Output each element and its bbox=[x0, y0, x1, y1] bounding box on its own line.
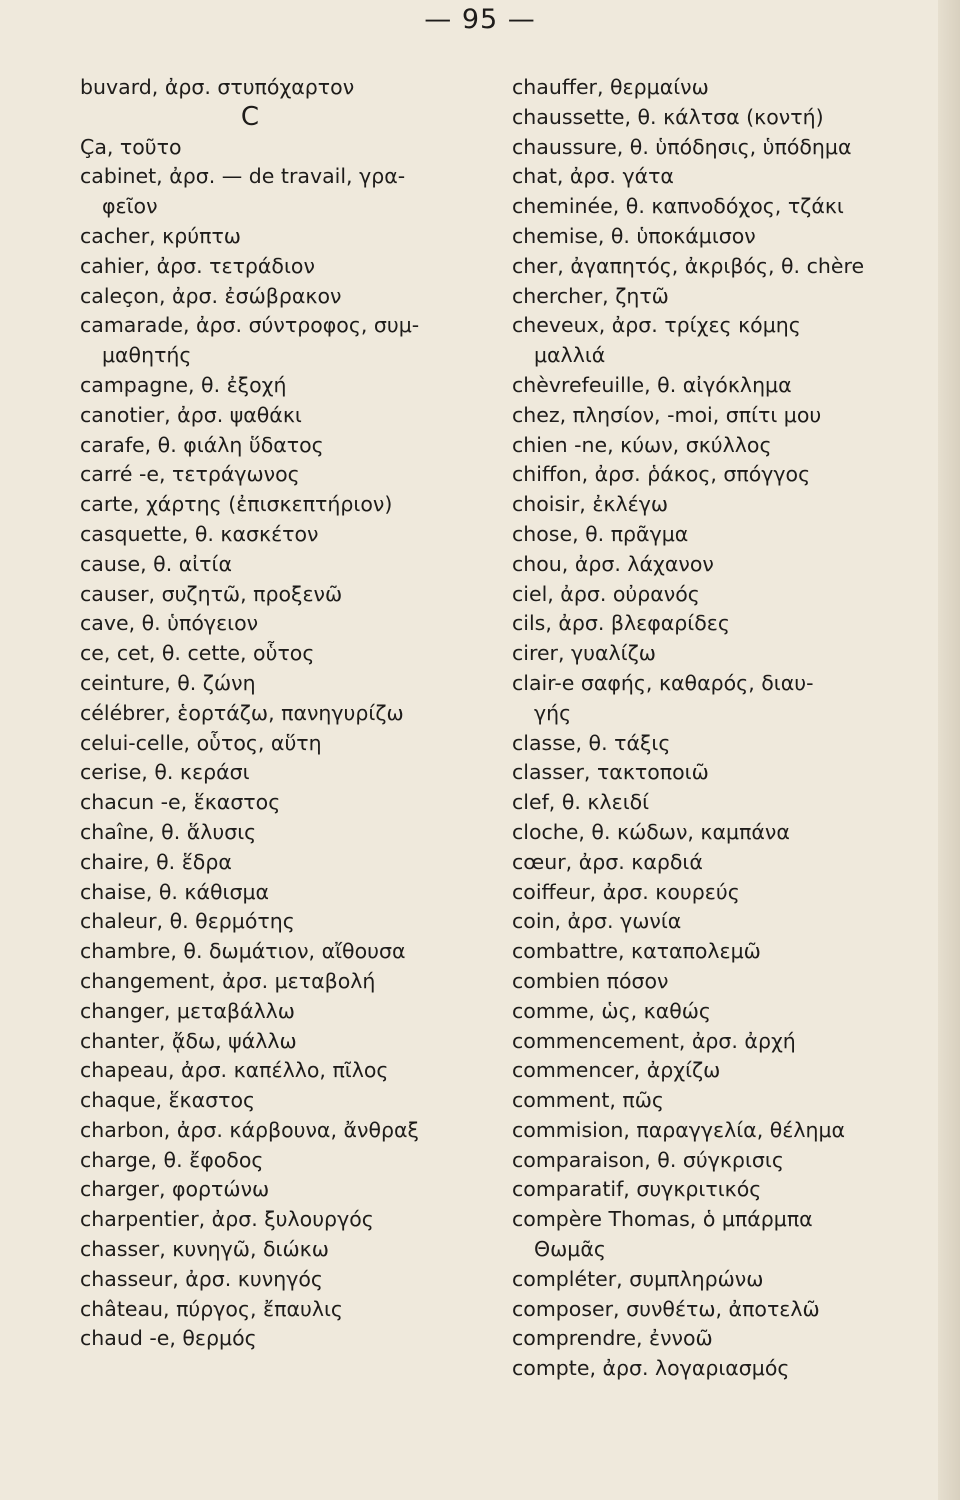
entry-continuation: μαθητής bbox=[102, 343, 192, 368]
page-number: — 95 — bbox=[424, 4, 536, 35]
entry: chasseur, ἀρσ. κυνηγός bbox=[80, 1266, 323, 1291]
entry: chaussure, θ. ὑπόδησις, ὑπόδημα bbox=[512, 134, 852, 159]
entry: cerise, θ. κεράσι bbox=[80, 760, 250, 785]
entry: choisir, ἐκλέγω bbox=[512, 492, 669, 517]
entry: charbon, ἀρσ. κάρβουνα, ἄνθραξ bbox=[80, 1117, 419, 1142]
entry: chat, ἀρσ. γάτα bbox=[512, 164, 674, 189]
entry: carré -e, τετράγωνος bbox=[80, 462, 300, 487]
entry: comparatif, συγκριτικός bbox=[512, 1177, 762, 1202]
entry: coiffeur, ἀρσ. κουρεύς bbox=[512, 879, 740, 904]
entry: chaîne, θ. ἅλυσις bbox=[80, 819, 257, 844]
entry: chaussette, θ. κάλτσα (κοντή) bbox=[512, 104, 824, 129]
entry: chez, πλησίον, -moi, σπίτι μου bbox=[512, 402, 822, 427]
entry: chose, θ. πρᾶγμα bbox=[512, 521, 689, 546]
entry: chanter, ᾄδω, ψάλλω bbox=[80, 1028, 297, 1053]
entry: chaque, ἕκαστος bbox=[80, 1088, 256, 1113]
entry: chemise, θ. ὑποκάμισον bbox=[512, 223, 756, 248]
entry: cher, ἀγαπητός, ἀκριβός, θ. chère bbox=[512, 253, 865, 278]
entry-continuation: μαλλιά bbox=[534, 343, 606, 368]
entry: charpentier, ἀρσ. ξυλουργός bbox=[80, 1207, 374, 1232]
entry: clair-e σαφής, καθαρός, διαυ- bbox=[512, 670, 814, 695]
entry: commencement, ἀρσ. ἀρχή bbox=[512, 1028, 796, 1053]
entry: casquette, θ. κασκέτον bbox=[80, 521, 319, 546]
entry: camarade, ἀρσ. σύντροφος, συμ- bbox=[80, 313, 420, 338]
entry: celui-celle, οὗτος, αὕτη bbox=[80, 730, 322, 755]
entry: campagne, θ. ἐξοχή bbox=[80, 372, 287, 397]
entry: chien -ne, κύων, σκύλλος bbox=[512, 432, 772, 457]
entry: chou, ἀρσ. λάχανον bbox=[512, 551, 714, 576]
entry: chaud -e, θερμός bbox=[80, 1326, 257, 1351]
entry: changement, ἀρσ. μεταβολή bbox=[80, 968, 376, 993]
entry: classer, τακτοποιῶ bbox=[512, 760, 709, 785]
entry: cause, θ. αἰτία bbox=[80, 551, 232, 576]
entry: chaire, θ. ἕδρα bbox=[80, 849, 232, 874]
entry: chauffer, θερμαίνω bbox=[512, 75, 709, 99]
letter-heading: C bbox=[240, 101, 260, 132]
entry: château, πύργος, ἔπαυλις bbox=[80, 1296, 343, 1321]
entry: compléter, συμπληρώνω bbox=[512, 1266, 764, 1291]
entry: chèvrefeuille, θ. αἰγόκλημα bbox=[512, 372, 792, 397]
entry: cirer, γυαλίζω bbox=[512, 641, 656, 666]
entry: charger, φορτώνω bbox=[80, 1177, 270, 1202]
entry: coin, ἀρσ. γωνία bbox=[512, 909, 682, 934]
entry: comme, ὡς, καθώς bbox=[512, 998, 711, 1023]
entry: combattre, καταπολεμῶ bbox=[512, 939, 761, 964]
entry: chiffon, ἀρσ. ῥάκος, σπόγγος bbox=[512, 462, 811, 487]
right-column bbox=[512, 73, 922, 1384]
entry: caleçon, ἀρσ. ἐσώβρακον bbox=[80, 283, 342, 308]
entry: comprendre, ἐννοῶ bbox=[512, 1326, 713, 1351]
entry: composer, συνθέτω, ἀποτελῶ bbox=[512, 1296, 820, 1321]
entry: causer, συζητῶ, προξενῶ bbox=[80, 581, 343, 606]
entry: compte, ἀρσ. λογαριασμός bbox=[512, 1356, 790, 1381]
entry: chaise, θ. κάθισμα bbox=[80, 879, 270, 904]
entry: comment, πῶς bbox=[512, 1088, 664, 1113]
entry: ciel, ἀρσ. οὐρανός bbox=[512, 581, 700, 606]
entry: cave, θ. ὑπόγειον bbox=[80, 611, 259, 636]
entry: chasser, κυνηγῶ, διώκω bbox=[80, 1237, 329, 1262]
entry: cils, ἀρσ. βλεφαρίδες bbox=[512, 611, 730, 636]
entry: chercher, ζητῶ bbox=[512, 283, 669, 308]
entry: cheveux, ἀρσ. τρίχες κόμης bbox=[512, 313, 801, 338]
entry: cœur, ἀρσ. καρδιά bbox=[512, 849, 703, 874]
entry: changer, μεταβάλλω bbox=[80, 998, 295, 1023]
entry: cabinet, ἀρσ. — de travail, γρα- bbox=[80, 164, 406, 189]
entry: ce, cet, θ. cette, οὗτος bbox=[80, 641, 315, 666]
left-column bbox=[80, 73, 480, 1354]
entry: carte, χάρτης (ἐπισκεπτήριον) bbox=[80, 492, 393, 517]
entry: chapeau, ἀρσ. καπέλλο, πῖλος bbox=[80, 1058, 389, 1083]
entry: cacher, κρύπτω bbox=[80, 223, 241, 248]
entry: combien πόσον bbox=[512, 968, 669, 993]
entry: chacun -e, ἕκαστος bbox=[80, 790, 281, 815]
entry: célébrer, ἑορτάζω, πανηγυρίζω bbox=[80, 700, 404, 725]
entry: carafe, θ. φιάλη ὕδατος bbox=[80, 432, 324, 457]
entry: commencer, ἀρχίζω bbox=[512, 1058, 721, 1083]
entry: clef, θ. κλειδί bbox=[512, 790, 650, 815]
entry: cheminée, θ. καπνοδόχος, τζάκι bbox=[512, 194, 844, 219]
entry: chambre, θ. δωμάτιον, αἴθουσα bbox=[80, 939, 406, 964]
entry: ceinture, θ. ζώνη bbox=[80, 670, 256, 695]
entry: compère Thomas, ὁ μπάρμπα bbox=[512, 1207, 813, 1232]
entry: classe, θ. τάξις bbox=[512, 730, 671, 755]
entry: cahier, ἀρσ. τετράδιον bbox=[80, 253, 315, 278]
entry: comparaison, θ. σύγκρισις bbox=[512, 1147, 784, 1172]
entry: chaleur, θ. θερμότης bbox=[80, 909, 295, 934]
entry: buvard, ἀρσ. στυπόχαρτον bbox=[80, 75, 355, 99]
entry: commision, παραγγελία, θέλημα bbox=[512, 1117, 846, 1142]
entry-continuation: φεῖον bbox=[102, 194, 158, 219]
entry: canotier, ἀρσ. ψαθάκι bbox=[80, 402, 302, 427]
entry: charge, θ. ἔφοδος bbox=[80, 1147, 264, 1172]
entry: Ça, τοῦτο bbox=[80, 134, 182, 159]
entry: cloche, θ. κώδων, καμπάνα bbox=[512, 819, 790, 844]
entry-continuation: γής bbox=[534, 700, 572, 725]
page-edge-shadow bbox=[938, 0, 960, 1500]
entry-continuation: Θωμᾶς bbox=[534, 1237, 606, 1262]
